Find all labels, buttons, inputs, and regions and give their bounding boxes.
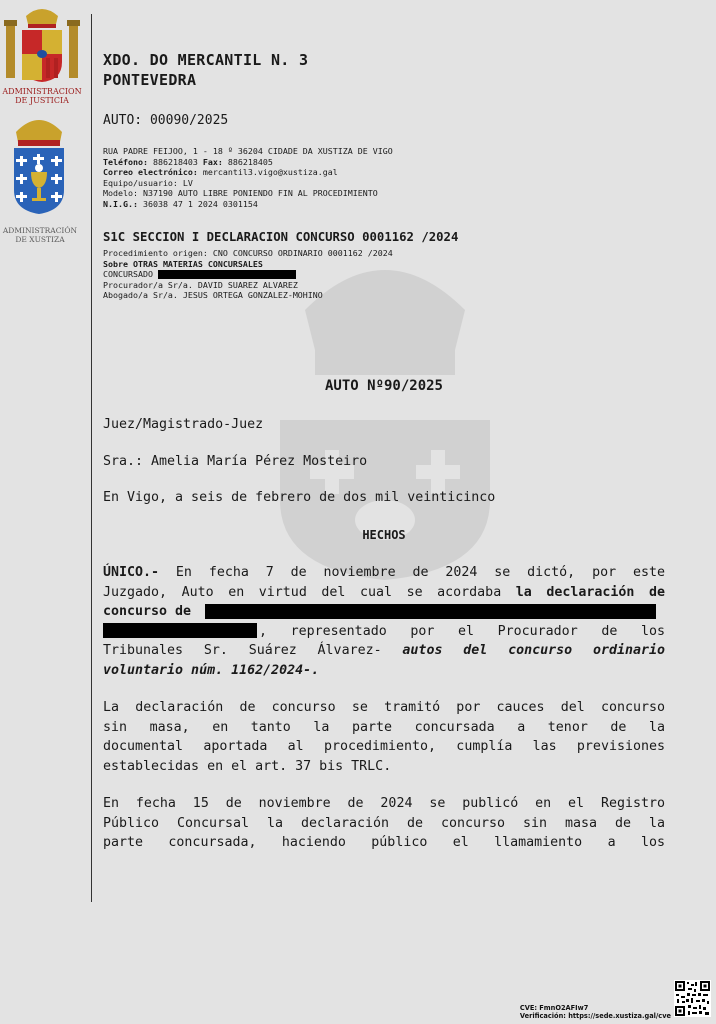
court-header xyxy=(103,50,308,90)
p1-line-2 xyxy=(103,583,665,603)
redaction-bar xyxy=(103,623,257,638)
xustiza-label xyxy=(0,226,80,244)
p1-line-1 xyxy=(103,563,665,583)
p2-line-1: La declaración de concurso se tramitó por cauces del concurso xyxy=(103,700,665,715)
unico-label: ÚNICO.- xyxy=(103,565,160,580)
judge-name: Sra.: Amelia María Pérez Mosteiro xyxy=(103,454,368,469)
case-block xyxy=(103,248,393,301)
auto-title: AUTO Nº90/2025 xyxy=(324,378,443,394)
margin-rule xyxy=(91,14,92,902)
cve-code: CVE: FmnO2AFIw7 xyxy=(519,1004,589,1012)
p3-line-2: Público Concursal la declaración de concurso sin masa de la xyxy=(103,815,665,831)
phone-label: Teléfono: xyxy=(103,156,148,167)
email-line xyxy=(103,167,393,178)
model-line: Modelo: N37190 AUTO LIBRE PONIENDO FIN AL PROCEDIMIENTO xyxy=(103,188,378,199)
p1-line-6 xyxy=(103,661,665,681)
xustiza-label-line-1: ADMINISTRACIÓN xyxy=(2,226,78,235)
redaction-bar xyxy=(205,604,656,619)
xustiza-label-line-2: DE XUSTIZA xyxy=(15,235,65,244)
paragraph-2 xyxy=(103,698,665,776)
procurador-line: Procurador/a Sr/a. DAVID SUAREZ ALVAREZ xyxy=(103,279,298,290)
abogado-line: Abogado/a Sr/a. JESUS ORTEGA GONZALEZ-MOHINO xyxy=(103,290,323,301)
p1-line-2-text: Juzgado, Auto en virtud del cual se acordaba xyxy=(103,584,516,600)
p1-line-4-text: , representado por el Procurador de los xyxy=(259,623,665,639)
p1-line-4 xyxy=(103,622,665,642)
p1-line-3-bold: concurso de xyxy=(103,604,192,620)
qr-code-icon xyxy=(674,980,711,1017)
p1-line-3 xyxy=(103,602,665,622)
p1-line-5-bold: autos del concurso ordinario xyxy=(402,643,666,659)
p2-line-3: documental aportada al procedimiento, cumplía las previsiones xyxy=(103,739,665,755)
fax-label: Fax: xyxy=(202,156,223,167)
place-date: En Vigo, a seis de febrero de dos mil veinticinco xyxy=(103,490,496,505)
p3-line-3: parte concursada, haciendo público el llamamiento a los xyxy=(103,835,665,851)
nig-line xyxy=(103,199,393,210)
galicia-coat-of-arms-icon xyxy=(6,110,72,214)
verification-footer xyxy=(520,1005,671,1020)
p2-line-4: establecidas en el art. 37 bis TRLC. xyxy=(103,758,392,774)
hechos-heading: HECHOS xyxy=(362,528,406,542)
debtor-line xyxy=(103,269,393,280)
court-name: XDO. DO MERCANTIL N. 3 xyxy=(103,51,309,69)
phone-line xyxy=(103,157,393,168)
p1-line-5-text: Tribunales Sr. Suárez Álvarez- xyxy=(103,643,403,659)
user-line: Equipo/usuario: LV xyxy=(103,177,193,188)
p1-line-5 xyxy=(103,641,665,661)
debtor-label: CONCURSADO xyxy=(103,269,158,280)
paragraph-unico xyxy=(103,563,665,681)
p3-line-1: En fecha 15 de noviembre de 2024 se publicó en el Registro xyxy=(103,796,665,811)
procedure-origin: Procedimiento origen: CNO CONCURSO ORDINARIO 0001162 /2024 xyxy=(103,248,393,258)
court-city: PONTEVEDRA xyxy=(103,71,197,89)
verification-url[interactable]: Verificación: https://sede.xustiza.gal/cve xyxy=(519,1011,671,1020)
p1-line-1-text: En fecha 7 de noviembre de 2024 se dictó, por este xyxy=(159,565,665,580)
section-heading: S1C SECCION I DECLARACION CONCURSO 0001162 /2024 xyxy=(103,230,459,244)
contact-block xyxy=(103,146,393,210)
administracion-label-line-2: DE JUSTICIA xyxy=(15,96,69,105)
email-label: Correo electrónico: xyxy=(103,167,198,178)
p1-line-6-bold: voluntario núm. 1162/2024-. xyxy=(103,662,320,678)
nig-label: N.I.G.: xyxy=(103,198,138,209)
auto-number: AUTO: 00090/2025 xyxy=(103,113,229,128)
nig-value: 36038 47 1 2024 0301154 xyxy=(137,198,258,209)
case-subject: Sobre OTRAS MATERIAS CONCURSALES xyxy=(103,258,263,269)
judge-role: Juez/Magistrado-Juez xyxy=(103,417,264,432)
spain-coat-of-arms-icon xyxy=(2,2,82,86)
administracion-label-line-1: ADMINISTRACION xyxy=(2,87,82,96)
redaction-bar xyxy=(158,270,296,279)
phone-value: 886218403 xyxy=(147,156,203,167)
paragraph-3 xyxy=(103,794,665,853)
fax-value: 886218405 xyxy=(222,156,273,167)
p2-line-2: sin masa, en tanto la parte concursada a tenor de la xyxy=(103,719,665,735)
address: RUA PADRE FEIJOO, 1 - 18 º 36204 CIDADE DA XUSTIZA DE VIGO xyxy=(103,146,393,156)
p1-line-2-bold: la declaración de xyxy=(515,584,666,600)
email-value: mercantil3.vigo@xustiza.gal xyxy=(197,167,338,178)
administracion-label xyxy=(0,87,84,105)
